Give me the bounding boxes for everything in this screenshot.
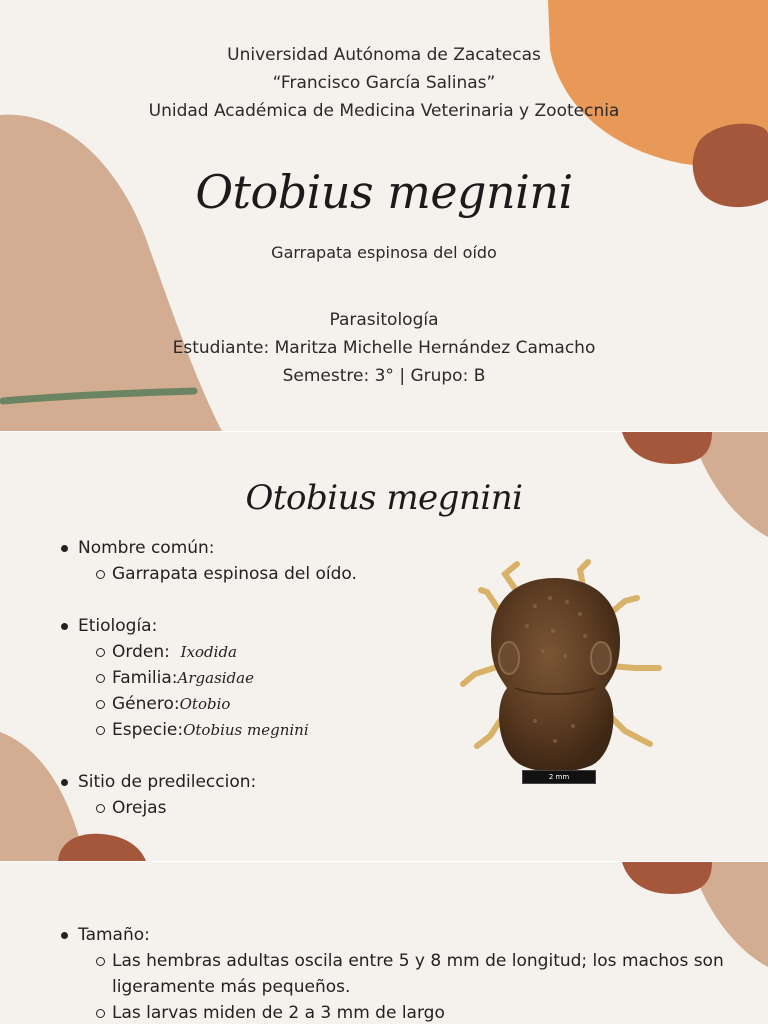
tick-image: [455, 556, 670, 786]
list-item: [60, 691, 357, 717]
title-slide: [0, 0, 768, 431]
size-larvae-text: Las larvas miden de 2 a 3 mm de largo: [112, 1003, 445, 1023]
list-item: [60, 1000, 724, 1024]
list-item: [60, 639, 357, 665]
etiology-label: Etiología:: [78, 616, 158, 636]
list-item: [60, 948, 724, 1000]
family-label: Familia:: [112, 668, 178, 688]
list-item: [60, 535, 357, 561]
order-label: Orden:: [112, 642, 170, 662]
list-item: [60, 922, 724, 948]
species-label: Especie:: [112, 720, 184, 740]
page-title: Otobius megnini: [195, 165, 573, 219]
semester-line: Semestre: 3° | Grupo: B: [282, 366, 486, 386]
university-name-line: “Francisco García Salinas”: [272, 73, 496, 93]
section-title: Otobius megnini: [245, 478, 523, 518]
size-female-text: Las hembras adultas oscila entre 5 y 8 mm de longitud; los machos son: [112, 951, 724, 971]
student-line: Estudiante: Maritza Michelle Hernández Camacho: [172, 338, 596, 358]
subject-line: Parasitología: [329, 310, 439, 330]
taxonomy-list: [60, 535, 357, 821]
site-value: Orejas: [112, 798, 167, 818]
common-name-label: Nombre común:: [78, 538, 215, 558]
scale-bar: [522, 770, 596, 784]
list-item: [60, 613, 357, 639]
order-value: Ixodida: [180, 643, 238, 661]
subtitle: Garrapata espinosa del oído: [271, 243, 497, 262]
list-item: [60, 769, 357, 795]
list-item: [60, 665, 357, 691]
size-label: Tamaño:: [78, 925, 150, 945]
size-list: [60, 922, 724, 1024]
taxonomy-slide: [0, 432, 768, 861]
academic-unit-line: Unidad Académica de Medicina Veterinaria y Zootecnia: [148, 101, 620, 121]
family-value: Argasidae: [177, 669, 254, 687]
genus-value: Otobio: [179, 695, 231, 713]
list-item: [60, 561, 357, 587]
university-line: Universidad Autónoma de Zacatecas: [227, 45, 541, 65]
species-value: Otobius megnini: [183, 721, 309, 739]
size-male-text: ligeramente más pequeños.: [112, 977, 351, 997]
list-item: [60, 717, 357, 743]
list-item: [60, 795, 357, 821]
site-label: Sitio de predileccion:: [78, 772, 257, 792]
genus-label: Género:: [112, 694, 180, 714]
scale-label: 2 mm: [548, 773, 570, 781]
size-slide: [0, 862, 768, 1024]
common-name-value: Garrapata espinosa del oído.: [112, 564, 357, 584]
